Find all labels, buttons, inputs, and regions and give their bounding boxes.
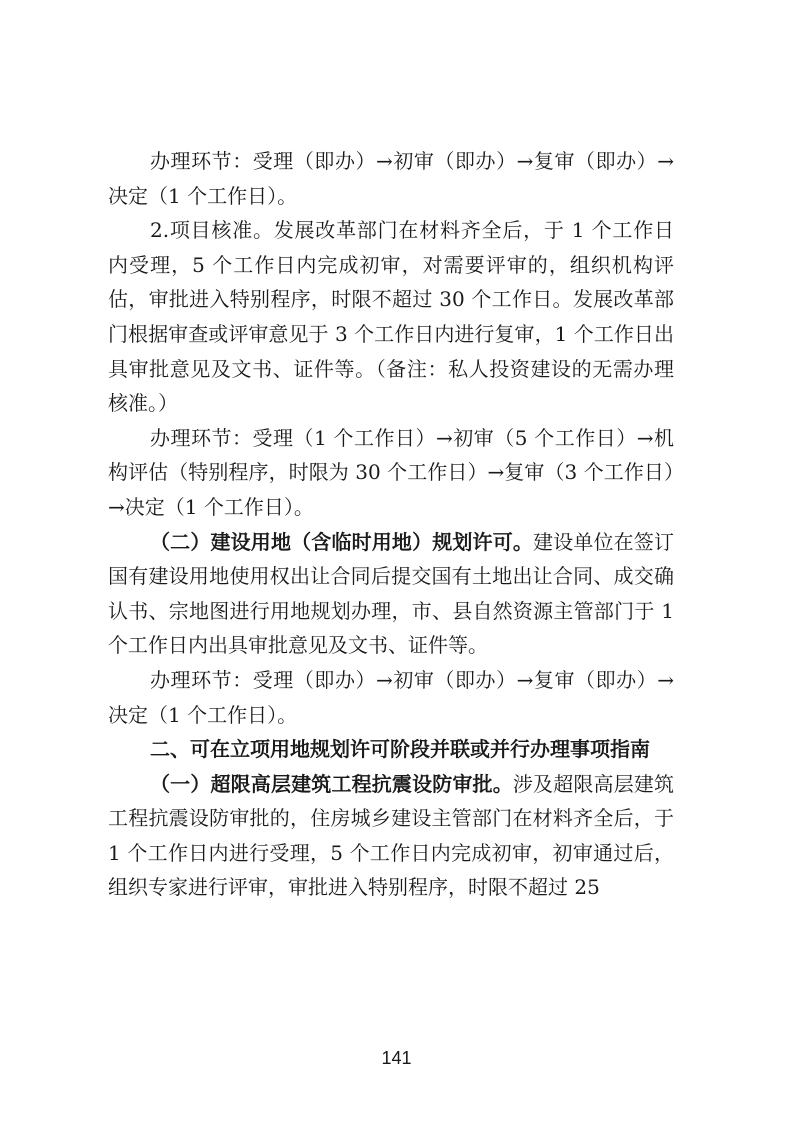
subsection-title: （二）建设用地（含临时用地）规划许可。 <box>150 529 534 554</box>
page-number: 141 <box>381 1048 412 1068</box>
paragraph-land-planning-permit <box>108 525 674 663</box>
document-body <box>108 144 674 905</box>
subsection-title: （一）超限高层建筑工程抗震设防审批。 <box>150 771 513 796</box>
paragraph-text: 办理环节：受理（即办）→初审（即办）→复审（即办）→决定（1 个工作日）。 <box>108 667 674 727</box>
paragraph-text: 2.项目核准。发展改革部门在材料齐全后，于 1 个工作日内受理，5 个工作日内完成初审，对需要评审的，组织机构评估，审批进入特别程序，时限不超过 30 个工作日。发展改革部门根据审查或评审意见于 3 个工作日内进行复审，1 个工作日出具审批意见及文书、证件等。（备注：私人投资建设的无需办理核准。） <box>108 218 674 416</box>
paragraph-text: 涉及超限高层建筑工程抗震设防审批的，住房城乡建设主管部门在材料齐全后，于 1 个工作日内进行受理，5 个工作日内完成初审，初审通过后，组织专家进行评审，审批进入特别程序，时限不超过 25 <box>108 771 675 900</box>
section-heading: 二、可在立项用地规划许可阶段并联或并行办理事项指南 <box>150 737 650 762</box>
paragraph-process-steps-1 <box>108 144 674 213</box>
paragraph-seismic-approval <box>108 767 674 905</box>
paragraph-text: 办理环节：受理（1 个工作日）→初审（5 个工作日）→机构评估（特别程序，时限为 30 个工作日）→复审（3 个工作日）→决定（1 个工作日）。 <box>108 425 674 519</box>
paragraph-process-steps-3 <box>108 663 674 732</box>
paragraph-process-steps-2 <box>108 421 674 525</box>
paragraph-text: 建设单位在签订国有建设用地使用权出让合同后提交国有土地出让合同、成交确认书、宗地图进行用地规划办理，市、县自然资源主管部门于 1 个工作日内出具审批意见及文书、证件等。 <box>108 529 675 658</box>
paragraph-project-approval <box>108 213 674 421</box>
paragraph-text: 办理环节：受理（即办）→初审（即办）→复审（即办）→决定（1 个工作日）。 <box>108 149 674 208</box>
